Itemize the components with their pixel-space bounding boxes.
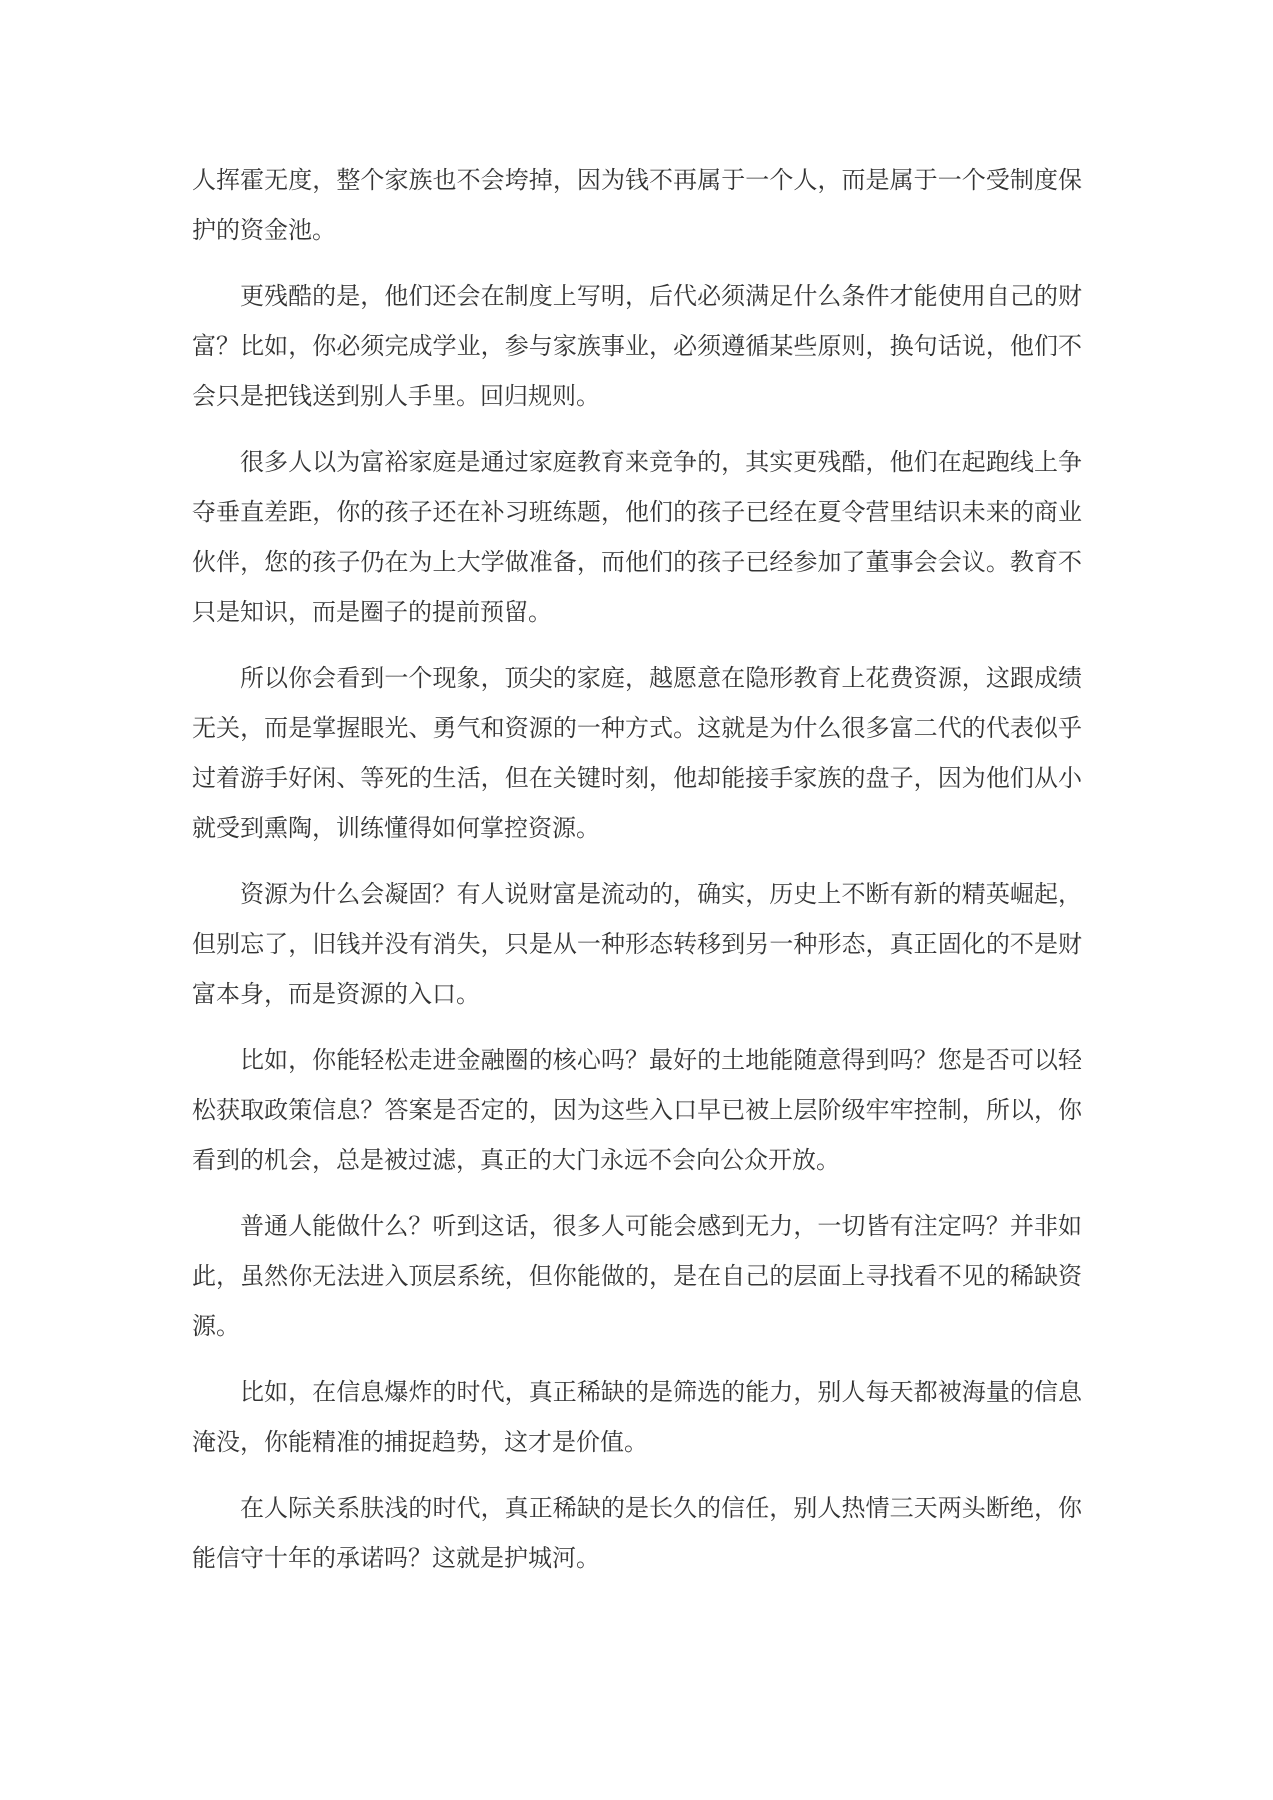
paragraph-7: 普通人能做什么？听到这话，很多人可能会感到无力，一切皆有注定吗？并非如此，虽然你无法进入顶层系统，但你能做的，是在自己的层面上寻找看不见的稀缺资源。 — [192, 1212, 1082, 1340]
paragraph-2: 更残酷的是，他们还会在制度上写明，后代必须满足什么条件才能使用自己的财富？比如，你必须完成学业，参与家族事业，必须遵循某些原则，换句话说，他们不会只是把钱送到别人手里。回归规则。 — [192, 282, 1082, 410]
paragraph-5: 资源为什么会凝固？有人说财富是流动的，确实，历史上不断有新的精英崛起，但别忘了，旧钱并没有消失，只是从一种形态转移到另一种形态，真正固化的不是财富本身，而是资源的入口。 — [192, 880, 1082, 1008]
paragraph-8: 比如，在信息爆炸的时代，真正稀缺的是筛选的能力，别人每天都被海量的信息淹没，你能精准的捕捉趋势，这才是价值。 — [192, 1378, 1082, 1456]
paragraph-6: 比如，你能轻松走进金融圈的核心吗？最好的土地能随意得到吗？您是否可以轻松获取政策信息？答案是否定的，因为这些入口早已被上层阶级牢牢控制，所以，你看到的机会，总是被过滤，真正的大门永远不会向公众开放。 — [192, 1046, 1082, 1174]
paragraph-9: 在人际关系肤浅的时代，真正稀缺的是长久的信任，别人热情三天两头断绝，你能信守十年的承诺吗？这就是护城河。 — [192, 1494, 1082, 1572]
paragraph-4: 所以你会看到一个现象，顶尖的家庭，越愿意在隐形教育上花费资源，这跟成绩无关，而是掌握眼光、勇气和资源的一种方式。这就是为什么很多富二代的代表似乎过着游手好闲、等死的生活，但在关键时刻，他却能接手家族的盘子，因为他们从小就受到熏陶，训练懂得如何掌控资源。 — [192, 664, 1082, 842]
paragraph-1: 人挥霍无度，整个家族也不会垮掉，因为钱不再属于一个人，而是属于一个受制度保护的资金池。 — [192, 166, 1082, 244]
document-body — [192, 155, 1082, 1599]
paragraph-3: 很多人以为富裕家庭是通过家庭教育来竞争的，其实更残酷，他们在起跑线上争夺垂直差距，你的孩子还在补习班练题，他们的孩子已经在夏令营里结识未来的商业伙伴，您的孩子仍在为上大学做准备，而他们的孩子已经参加了董事会会议。教育不只是知识，而是圈子的提前预留。 — [192, 448, 1082, 626]
